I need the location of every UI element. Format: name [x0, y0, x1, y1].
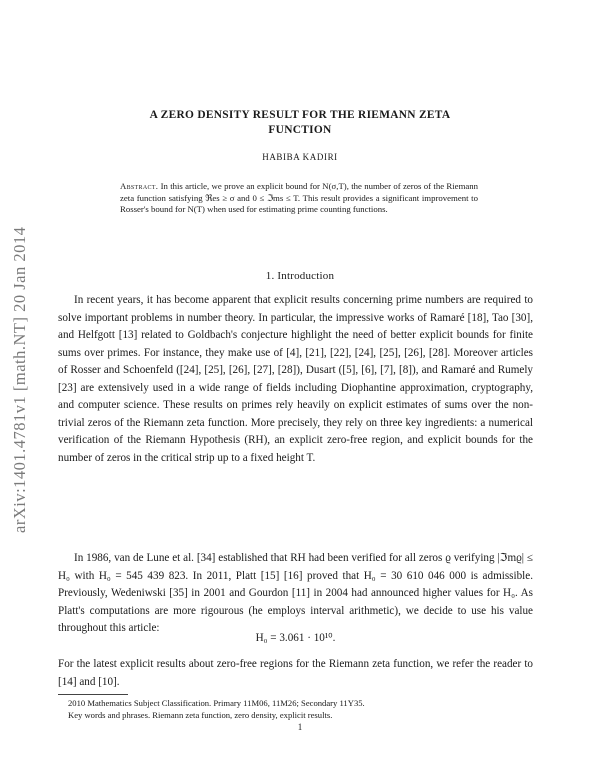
title-line-1: A ZERO DENSITY RESULT FOR THE RIEMANN ZETA [149, 109, 451, 121]
paper-title [60, 108, 540, 138]
abstract-block [120, 181, 478, 216]
footnote-keywords: Key words and phrases. Riemann zeta function, zero density, explicit results. [68, 710, 333, 720]
paragraph-2: In 1986, van de Lune et al. [34] established that RH had been verified for all zeros ϱ verifying |ℑmϱ| ≤ H₀ with H₀ = 545 439 823. In 2011, Platt [15] [16] proved that H₀ = 30 610 046 000 is admissible. Previously, Wedeniwski [35] in 2001 and Gourdon [11] in 2004 had announced higher values for H₀. As Platt's computations are more rigourous (he employs interval arithmetic), we decide to use his value throughout this article: [58, 552, 533, 635]
page-number: 1 [297, 722, 303, 732]
paragraph-3: For the latest explicit results about zero-free regions for the Riemann zeta function, we refer the reader to [14] and [10]. [58, 658, 533, 688]
display-equation: H₀ = 3.061 · 10¹⁰. [255, 632, 336, 644]
footnotes [58, 697, 533, 721]
title-line-2: FUNCTION [268, 124, 332, 136]
footnote-msc: 2010 Mathematics Subject Classification. Primary 11M06, 11M26; Secondary 11Y35. [68, 698, 365, 708]
abstract-label: Abstract. [120, 181, 159, 191]
paragraph-1: In recent years, it has become apparent that explicit results concerning prime numbers are required to solve important problems in number theory. In particular, the impressive works of Ramaré [18], Tao [30], and Helfgott [13] related to Goldbach's conjecture highlight the need of better explicit bounds for finite sums over primes. For instance, they make use of [4], [21], [22], [24], [25], [26], [28]. Moreover articles of Rosser and Schoenfeld ([24], [25], [26], [27], [28]), Dusart ([5], [6], [7], [8]), and Ramaré and Rumely [23] are extensively used in a wide range of fields including Diophantine approximation, cryptography, and computer science. These results on primes rely heavily on explicit estimates of sums over the non-trivial zeros of the Riemann zeta function. More precisely, they rely on three key ingredients: a numerical verification of the Riemann Hypothesis (RH), an explicit zero-free region, and explicit bounds for the number of zeros in the critical strip up to a fixed height T. [58, 294, 533, 464]
abstract-text: In this article, we prove an explicit bound for N(σ,T), the number of zeros of the Riemann zeta function satisfying ℜes ≥ σ and 0 ≤ ℑms ≤ T. This result provides a significant improvement to Rosser's bound for N(T) when used for estimating prime counting functions. [120, 181, 479, 214]
arxiv-identifier-stamp[interactable]: arXiv:1401.4781v1 [math.NT] 20 Jan 2014 [10, 226, 29, 534]
section-heading: 1. Introduction [265, 270, 335, 282]
footnote-rule [58, 694, 128, 695]
author-name: HABIBA KADIRI [262, 152, 338, 162]
